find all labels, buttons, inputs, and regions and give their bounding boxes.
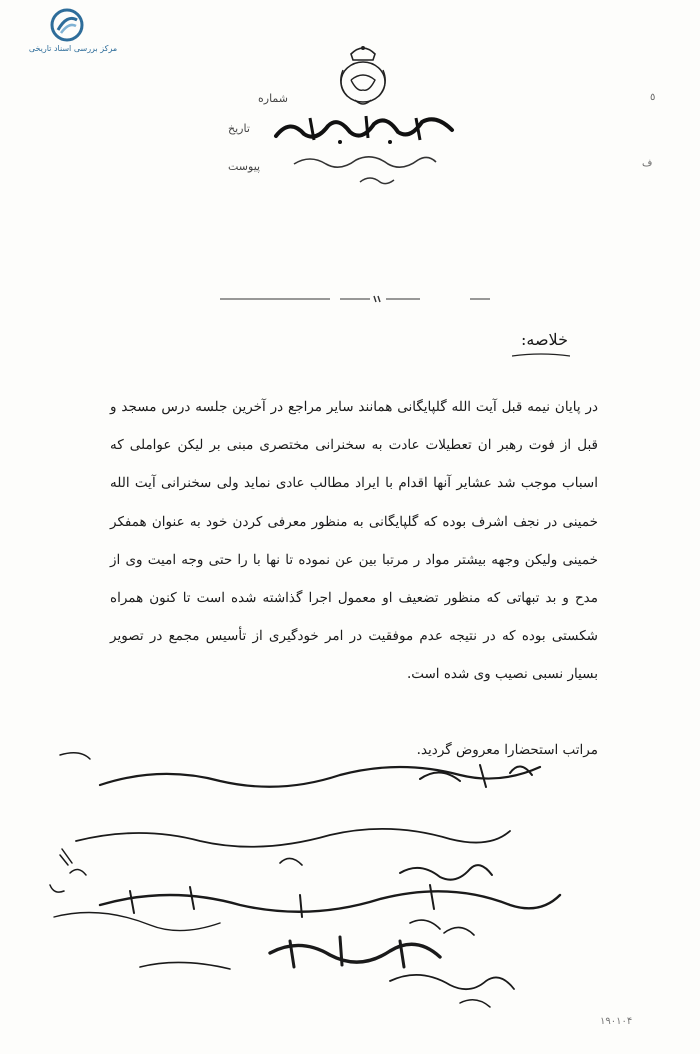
number-field-label: شماره bbox=[258, 92, 289, 105]
salutation-underline bbox=[512, 352, 570, 360]
archive-watermark bbox=[18, 8, 128, 56]
closing-line: مراتب استحضارا معروض گردید. bbox=[416, 742, 598, 758]
org-title-calligraphy bbox=[270, 112, 460, 146]
reference-line bbox=[220, 294, 490, 304]
archive-logo-icon bbox=[50, 8, 84, 42]
watermark-text: مرکز بررسی اسناد تاریخی bbox=[28, 44, 118, 53]
body-text: در پایان نیمه قبل آیت الله گلپایگانی همانند سایر مراجع در آخرین جلسه درس مسجد و قبل از فوت رهبر ان تعطیلات عادت به سخنرانی مختصری مبنی بر لیکن عواملی که اسباب موجب شد عشایر آنها اقدام با ایراد مطالب عادی نماید ولی سخنرانی آیت الله خمینی در نجف اشرف بوده که گلپایگانی به منظور معرفی کردن خود به عنوان همفکر خمینی ولیکن وجهه بیشتر مواد ر مرتبا بین عن نموده تا نها با را حتی وجه امیت وی از مدح و بد تبهاتی که منظور تضعیف او معمول اجرا گذاشته شده است تا کنون همراه شکستی بوده که در نتیجه عدم موفقیت در امر خودگیری از تأسیس مجمع در تصویر بسیار نسبی نصیب وی شده است. bbox=[110, 399, 599, 683]
document-number: ۱۹۰۱۰۴ bbox=[600, 1016, 633, 1027]
royal-emblem-icon bbox=[333, 40, 393, 112]
org-subtitle-handwriting bbox=[290, 150, 440, 190]
margin-mark-mid: ف bbox=[642, 158, 653, 169]
attachment-field-label: پیوست bbox=[228, 160, 261, 173]
margin-mark-top: ٥ bbox=[650, 92, 656, 103]
date-field-label: تاریخ bbox=[228, 122, 250, 135]
handwritten-annotations bbox=[40, 745, 670, 1030]
salutation-heading: خلاصه: bbox=[521, 330, 568, 349]
